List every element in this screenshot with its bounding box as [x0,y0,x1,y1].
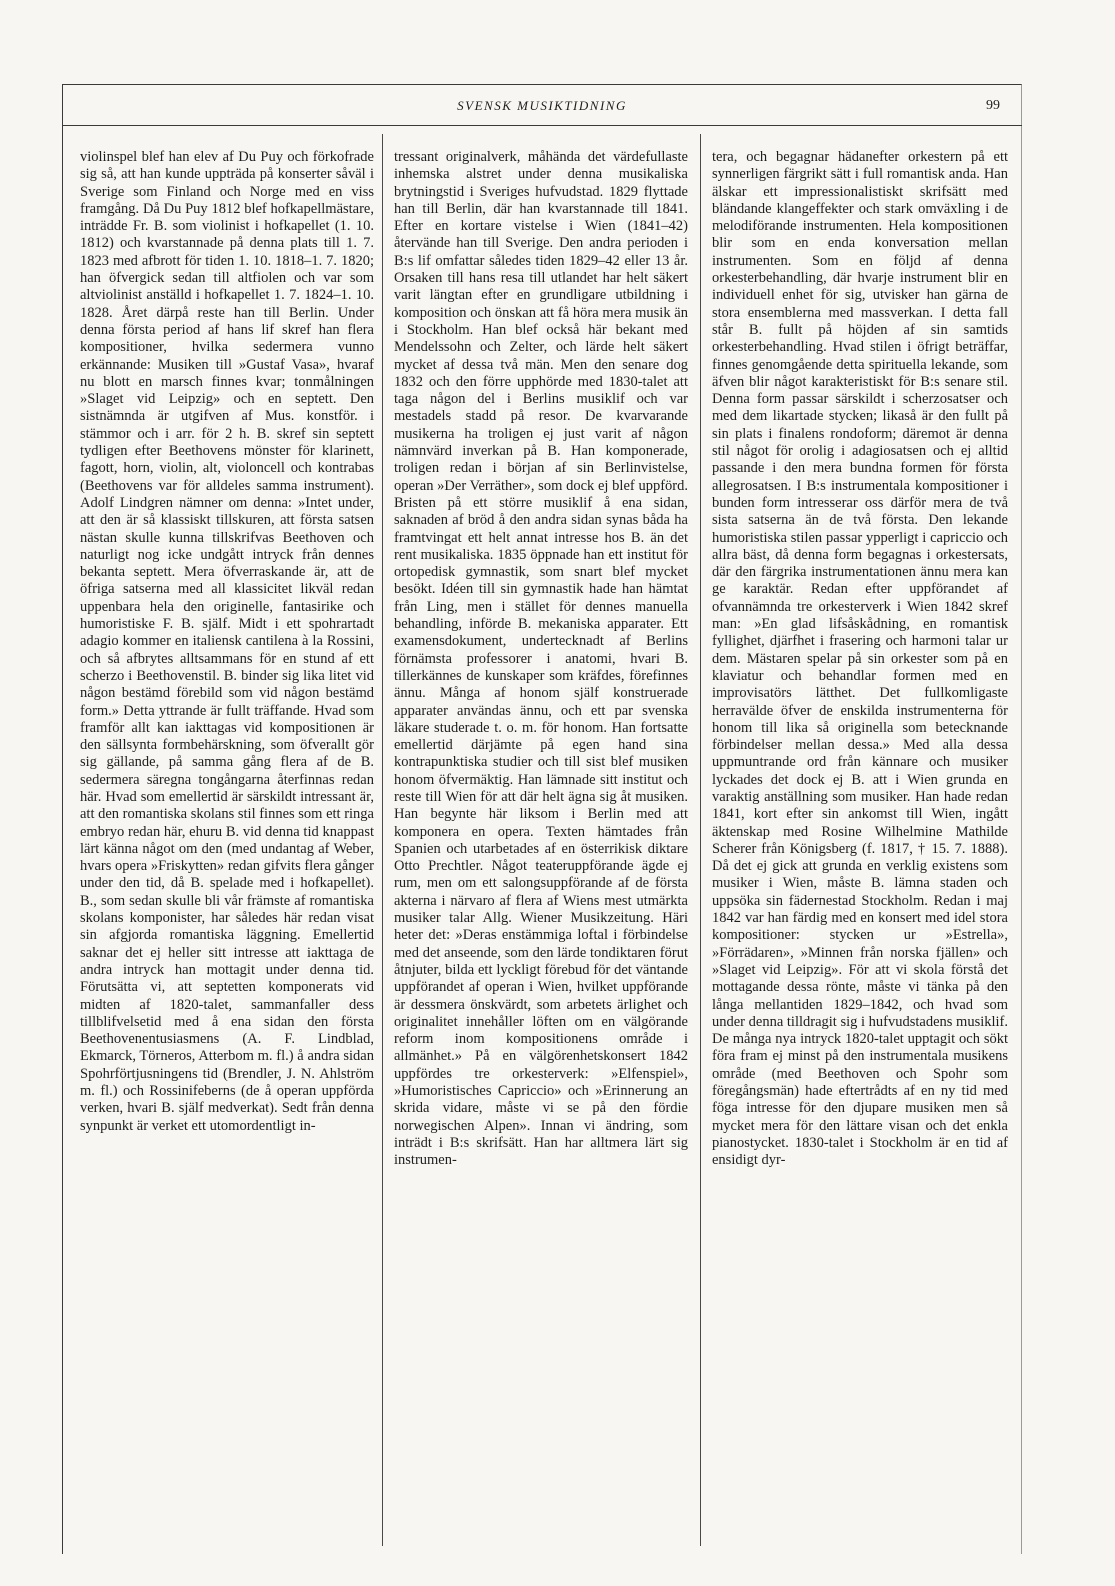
text-column-2 [394,149,688,1170]
text-column-3 [712,149,1008,1170]
column-3-text: tera, och begagnar hädanefter orkestern på ett synnerligen färgrikt sätt i full romantisk anda. Han älskar ett impressionalistiskt skrifsätt med bländande klangeffekter och stark omväxling i de melodiförande instrumenten. Hela kompositionen blir som en enda konversation mellan instrumenten. Som en följd af denna orkesterbehandling, där hvarje instrument blir en individuell enhet för sig, utvisker han gärna de stora ensemblerna med massverkan. I detta fall står B. fullt på höjden af sin samtids orkesterbehandling. Hvad stilen i öfrigt beträffar, finnes genomgående detta spirituella lekande, som äfven blir något karakteristiskt för B:s senare stil. Denna form passar särskildt i scherzosatser och med dem likartade stycken; likaså är den fullt på sin plats i finalens rondoform; däremot är denna stil något för orolig i adagiosatsen och ej alltid passande i den mera bundna formen för första allegrosatsen. I B:s instrumentala kompositioner i bunden form intresserar oss därför mera de två sista satserna än de två första. Den lekande humoristiska stilen passar ypperligt i capriccio och allra bäst, då denna form begagnas i orkestersats, där den färgrika instrumentationen ännu mera kan ge karaktär. Redan efter uppförandet af ofvannämnda tre orkesterverk i Wien 1842 skref man: »En glad lifsåskådning, en romantisk fyllighet, djärfhet i frasering och harmoni talar ur dem. Mästaren spelar på sin orkester som på en klaviatur och behandlar formen med en improvisatörs lätthet. Det fullkomligaste herravälde öfver de enskilda instrumenterna för honom till lika så originella som betecknande förbindelser mellan dessa.» Med alla dessa uppmuntrande ord från kännare och musiker lyckades det dock ej B. att i Wien grunda en varaktig anställning som musiker. Han hade redan 1841, kort efter sin ankomst till Wien, ingått äktenskap med Rosine Wilhelmine Mathilde Scherer från Königsberg (f. 1817, † 15. 7. 1888). Då det ej gick att grunda en verklig existens som musiker i Wien, måste B. lämna staden och uppsöka sin fädernestad Stockholm. Redan i maj 1842 var han färdig med en konsert med idel stora kompositioner: stycken ur »Estrella», »Förrädaren», »Minnen från norska fjällen» och »Slaget vid Leipzig». För att vi skola förstå det mottagande dessa röntе, måste vi tänka på den långa mellantiden 1829–1842, och hvad som under denna tilldragit sig i hufvudstadens musiklif. De många nya intryck 1820-talet upptagit och sökt föra fram ej minst på den instrumentala musikens område (med Beethoven och Spohr som föregångsmän) hade eftertrådts af en ny tid med föga intresse för den djupare musiken men så mycket mera för den lättare visan och det enkla pianostycket. 1830-talet i Stockholm är en tid af ensidigt dyr- [712,149,1008,1169]
journal-title: SVENSK MUSIKTIDNING [457,98,627,113]
text-column-1 [80,149,374,1135]
column-divider [700,134,701,1546]
column-2-text: tressant originalverk, måhända det värdefullaste inhemska alstret under denna musikaliska brytningstid i Sveriges hufvudstad. 1829 flyttade han till Berlin, där han kvarstannade till 1841. Efter en kortare vistelse i Wien (1841–42) återvände han till Sverige. Den andra perioden i B:s lif omfattar således tiden 1829–42 eller 13 år. Orsaken till hans resa till utlandet har helt säkert varit längtan efter en grundligare utbildning i komposition och önskan att få höra mera musik än i Stockholm. Han blef också här bekant med Mendelssohn och Zelter, och lärde helt säkert mycket af dessa två män. Men den senare dog 1832 och den förre upphörde med 1830-talet att taga någon del i Berlins musiklif och var mestadels stadd på resor. De kvarvarande musikerna ha troligen ej just varit af någon nämnvärd inverkan på B. Han komponerade, troligen redan i början af sin Berlinvistelse, operan »Der Verräther», som dock ej blef uppförd. Bristen på ett större musiklif å ena sidan, saknaden af bröd å den andra sidan synas båda ha framtvingat ett helt annat intresse hos B. än det rent musikaliska. 1835 öppnade han ett institut för ortopedisk gymnastik, som snart blef mycket besökt. Idéen till sin gymnastik hade han hämtat från Ling, men i stället för dennes manuella behandling, införde B. mekaniska apparater. Ett examensdokument, undertecknadt af Berlins förnämsta professorer i anatomi, hvari B. tillerkännes de kunskaper som kräfdes, förefinnes ännu. Många af honom själf konstruerade apparater användas ännu, och ett par svenska läkare studerade t. o. m. för honom. Han fortsatte emellertid därjämte på egen hand sina kontrapunktiska studier och till sist blef musiken honom öfvermäktig. Han lämnade sitt institut och reste till Wien för att där helt ägna sig åt musiken. Han begynte här liksom i Berlin med att komponera en opera. Texten hämtades från Spanien och utarbetades af en österrikisk diktare Otto Prechtler. Något teateruppförande ägde ej rum, men om ett salongsuppförande af de första akterna i närvaro af flera af Wiens mest utmärkta musiker talar Allg. Wiener Musikzeitung. Häri heter det: »Deras enstämmiga loftal i förbindelse med det anseende, som den lärde tondiktaren förut åtnjuter, bilda ett lyckligt förebud för det väntande uppförandet af operan i Wien, hvilket uppförande är dessmera önskvärdt, som arbetets ärlighet och originalitet innehåller löften om en välgörande reform inom kompositionens område i allmänhet.» På en välgörenhetskonsert 1842 uppfördes tre orkesterverk: »Elfenspiel», »Humoristisches Capriccio» och »Erinnerung an skrida vidare, måste vi se på den fördie norwegischen Alpen». Innan vi ändring, som inträdt i B:s skrifsätt. Han har alltmera lärt sig instrumen- [394,149,688,1169]
column-1-text: violinspel blef han elev af Du Puy och förkofrade sig så, att han kunde uppträda på konserter såväl i Sverige som Finland och Norge med en viss framgång. Då Du Puy 1812 blef hofkapellmästare, inträdde Fr. B. som violinist i hofkapellet (1. 10. 1812) och kvarstannade på denna plats till 1. 7. 1823 med afbrott för tiden 1. 10. 1818–1. 7. 1820; han öfvergick sedan till altfiolen och var som altviolinist anställd i hofkapellet 1. 7. 1824–1. 10. 1828. Året därpå reste han till Berlin. Under denna första period af hans lif skref han flera kompositioner, hvilka sedermera vunno erkännande: Musiken till »Gustaf Vasa», hvaraf nu blott en marsch finnes kvar; tonmålningen »Slaget vid Leipzig» och en septett. Den sistnämnda är utgifven af Mus. konstför. i stämmor och i arr. för 2 h. B. skref sin septett tydligen efter Beethovens mönster för klarinett, fagott, horn, violin, alt, violoncell och kontrabas (Beethovens var för alldeles samma instrument). Adolf Lindgren nämner om denna: »Intet under, att den är så klassiskt tillskuren, att första satsen nästan skulle kunna tillskrifvas Beethoven och naturligt nog icke undgått intryck från dennes bekanta septett. Mera öfverraskande är, att de öfriga satserna med all klassicitet likväl redan uppenbara hela den originelle, fantasirike och humoristiske F. B. själf. Midt i ett spohrartadt adagio kommer en italiensk cantilena à la Rossini, och så afbrytes alltsammans för en stund af ett scherzo i Beethovenstil. B. binder sig lika litet vid någon bestämd förebild som vid någon bestämd form.» Detta yttrande är fullt träffande. Hvad som framför allt kan iakttagas vid kompositionen är den sällsynta formbehärskning, som öfverallt gör sig gällande, på samma gång flera af de B. sedermera säregna tongångarna återfinnas redan här. Hvad som emellertid är särskildt intressant är, att den romantiska skolans stil finnes som ett ringa embryo redan här, ehuru B. vid denna tid knappast lärt känna något om den (med undantag af Weber, hvars opera »Friskytten» redan gifvits flera gånger under den tid, då B. spelade med i hofkapellet). B., som sedan skulle bli vår främste af romantiska skolans komponister, har således här redan visat sin afgjorda romantiska läggning. Emellertid saknar det ej heller sitt intresse att iakttaga de andra intryck han mottagit under denna tid. Förutsätta vi, att septetten komponerats vid midten af 1820-talet, sammanfaller dess tillblifvelsetid med å ena sidan den första Beethovenentusiasmens (A. F. Lindblad, Ekmarck, Törneros, Atterbom m. fl.) å andra sidan Spohrförtjusningens tid (Brendler, J. N. Ahlström m. fl.) och Rossinifeberns (de å operan uppförda verken, hvari B. själf medverkat). Sedt från denna synpunkt är verket ett utomordentligt in- [80,149,374,1134]
running-header [62,96,1022,126]
column-divider [382,134,383,1546]
page-number: 99 [986,98,1000,113]
